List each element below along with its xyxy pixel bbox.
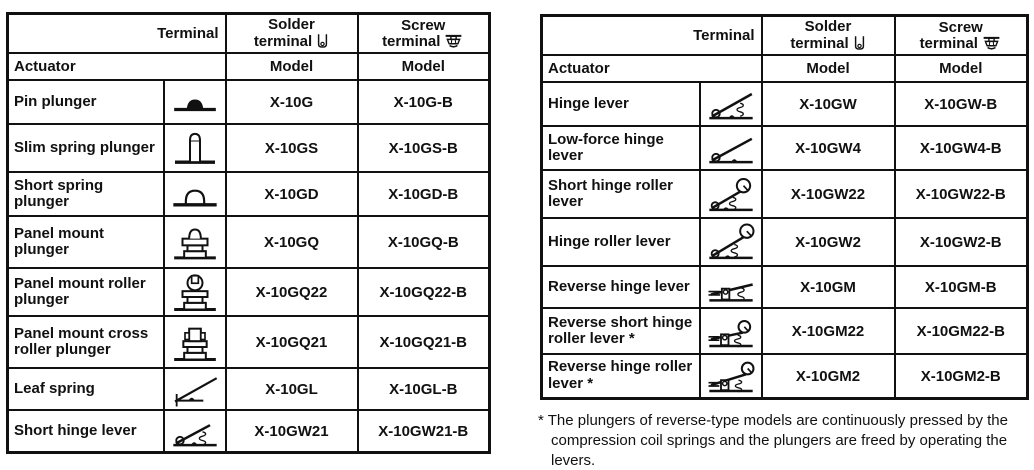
- table-row: [8, 124, 490, 172]
- table-row: [542, 266, 1028, 308]
- actuator-cell: Reverse short hinge roller lever *: [542, 308, 700, 354]
- actuator-cell: Hinge lever: [542, 82, 700, 126]
- screw-model-cell: X-10GS-B: [358, 124, 490, 172]
- actuator-icon-cell: [164, 80, 226, 124]
- actuator-icon-cell: [700, 82, 762, 126]
- screw-model-header: Model: [358, 53, 490, 80]
- short-hinge-roller-lever-icon: [704, 174, 758, 214]
- solder-model-cell: X-10GW2: [762, 218, 895, 266]
- terminal-header: Terminal: [8, 14, 226, 54]
- actuator-header: Actuator: [8, 53, 226, 80]
- actuator-icon-cell: [164, 124, 226, 172]
- actuator-cell: Pin plunger: [8, 80, 164, 124]
- solder-model-cell: X-10GW4: [762, 126, 895, 170]
- screw-model-cell: X-10GW-B: [895, 82, 1028, 126]
- actuator-icon-cell: [700, 354, 762, 398]
- solder-terminal-icon: [316, 33, 329, 50]
- solder-model-cell: X-10GM: [762, 266, 895, 308]
- table-row: [8, 172, 490, 216]
- screw-model-cell: X-10GW4-B: [895, 126, 1028, 170]
- solder-model-cell: X-10GW22: [762, 170, 895, 218]
- solder-terminal-line2: terminal: [227, 33, 357, 50]
- actuator-icon-cell: [164, 268, 226, 316]
- short-hinge-lever-icon: [168, 411, 222, 451]
- actuator-icon-cell: [700, 126, 762, 170]
- low-force-hinge-lever-icon: [704, 128, 758, 168]
- table-row: [542, 82, 1028, 126]
- solder-terminal-header: [226, 14, 358, 54]
- table-row: [8, 368, 490, 410]
- screw-terminal-line1: Screw: [401, 16, 446, 34]
- solder-terminal-line1: Solder: [268, 16, 315, 33]
- header-row-terminal: [8, 14, 490, 54]
- footnote-text: The plungers of reverse-type models are continuously pressed by the compression coil springs and the plungers are freed by operating the levers.: [547, 412, 1008, 469]
- table-row: [542, 126, 1028, 170]
- table-row: [8, 80, 490, 124]
- actuator-icon-cell: [164, 368, 226, 410]
- table-row: [542, 218, 1028, 266]
- actuator-cell: Reverse hinge lever: [542, 266, 700, 308]
- screw-terminal-line1: Screw: [938, 18, 983, 36]
- solder-model-cell: X-10GW21: [226, 410, 358, 453]
- actuator-cell: Short spring plunger: [8, 172, 164, 216]
- actuator-cell: Low-force hinge lever: [542, 126, 700, 170]
- actuator-cell: Hinge roller lever: [542, 218, 700, 266]
- actuator-cell: Slim spring plunger: [8, 124, 164, 172]
- table-row: [8, 316, 490, 368]
- screw-terminal-line2: terminal: [896, 36, 1027, 52]
- reverse-hinge-lever-icon: [704, 267, 758, 307]
- solder-model-cell: X-10G: [226, 80, 358, 124]
- model-table-right: [540, 14, 1029, 400]
- screw-model-cell: X-10GM22-B: [895, 308, 1028, 354]
- solder-terminal-line1: Solder: [804, 18, 852, 35]
- actuator-icon-cell: [700, 266, 762, 308]
- actuator-icon-cell: [700, 218, 762, 266]
- actuator-icon-cell: [700, 308, 762, 354]
- screw-model-cell: X-10GW2-B: [895, 218, 1028, 266]
- solder-model-header: Model: [762, 55, 895, 82]
- screw-terminal-header: [895, 16, 1028, 56]
- screw-model-cell: X-10GQ22-B: [358, 268, 490, 316]
- header-row-actuator: [8, 53, 490, 80]
- solder-model-cell: X-10GW: [762, 82, 895, 126]
- screw-model-cell: X-10GW22-B: [895, 170, 1028, 218]
- solder-model-header: Model: [226, 53, 358, 80]
- screw-terminal-header: [358, 14, 490, 54]
- screw-model-cell: X-10GL-B: [358, 368, 490, 410]
- hinge-roller-lever-icon: [704, 222, 758, 262]
- screw-terminal-icon: [443, 34, 464, 50]
- screw-model-cell: X-10GQ21-B: [358, 316, 490, 368]
- solder-model-cell: X-10GM22: [762, 308, 895, 354]
- reverse-hinge-roller-lever-icon: [704, 356, 758, 396]
- solder-terminal-line2: terminal: [763, 35, 894, 52]
- actuator-cell: Panel mount roller plunger: [8, 268, 164, 316]
- table-row: [542, 170, 1028, 218]
- actuator-icon-cell: [164, 172, 226, 216]
- actuator-cell: Short hinge roller lever: [542, 170, 700, 218]
- table-row: [542, 354, 1028, 398]
- actuator-cell: Short hinge lever: [8, 410, 164, 453]
- header-row-actuator: [542, 55, 1028, 82]
- actuator-cell: Leaf spring: [8, 368, 164, 410]
- actuator-header: Actuator: [542, 55, 762, 82]
- solder-model-cell: X-10GQ21: [226, 316, 358, 368]
- terminal-header: Terminal: [542, 16, 762, 56]
- solder-terminal-header: [762, 16, 895, 56]
- solder-model-cell: X-10GQ22: [226, 268, 358, 316]
- solder-model-cell: X-10GQ: [226, 216, 358, 268]
- screw-terminal-icon: [981, 36, 1002, 52]
- solder-model-cell: X-10GD: [226, 172, 358, 216]
- screw-model-cell: X-10GW21-B: [358, 410, 490, 453]
- solder-model-cell: X-10GL: [226, 368, 358, 410]
- hinge-lever-icon: [704, 84, 758, 124]
- screw-model-header: Model: [895, 55, 1028, 82]
- solder-model-cell: X-10GS: [226, 124, 358, 172]
- leaf-spring-icon: [168, 369, 222, 409]
- solder-terminal-icon: [853, 35, 866, 52]
- pin-plunger-icon: [168, 82, 222, 122]
- actuator-icon-cell: [700, 170, 762, 218]
- panel-mount-cross-roller-plunger-icon: [168, 322, 222, 362]
- table-row: [542, 308, 1028, 354]
- screw-model-cell: X-10GD-B: [358, 172, 490, 216]
- actuator-cell: Reverse hinge roller lever *: [542, 354, 700, 398]
- actuator-icon-cell: [164, 316, 226, 368]
- footnote: [538, 411, 1034, 470]
- slim-spring-plunger-icon: [168, 128, 222, 168]
- model-table-left: [6, 12, 491, 454]
- panel-mount-roller-plunger-icon: [168, 272, 222, 312]
- screw-model-cell: X-10G-B: [358, 80, 490, 124]
- actuator-cell: Panel mount plunger: [8, 216, 164, 268]
- actuator-cell: Panel mount cross roller plunger: [8, 316, 164, 368]
- footnote-mark: *: [538, 412, 544, 429]
- screw-terminal-line2: terminal: [359, 34, 489, 50]
- short-spring-plunger-icon: [168, 174, 222, 214]
- screw-model-cell: X-10GM2-B: [895, 354, 1028, 398]
- table-row: [8, 216, 490, 268]
- actuator-icon-cell: [164, 216, 226, 268]
- screw-model-cell: X-10GM-B: [895, 266, 1028, 308]
- solder-model-cell: X-10GM2: [762, 354, 895, 398]
- table-row: [8, 268, 490, 316]
- reverse-short-hinge-roller-lever-icon: [704, 311, 758, 351]
- panel-mount-plunger-icon: [168, 222, 222, 262]
- header-row-terminal: [542, 16, 1028, 56]
- screw-model-cell: X-10GQ-B: [358, 216, 490, 268]
